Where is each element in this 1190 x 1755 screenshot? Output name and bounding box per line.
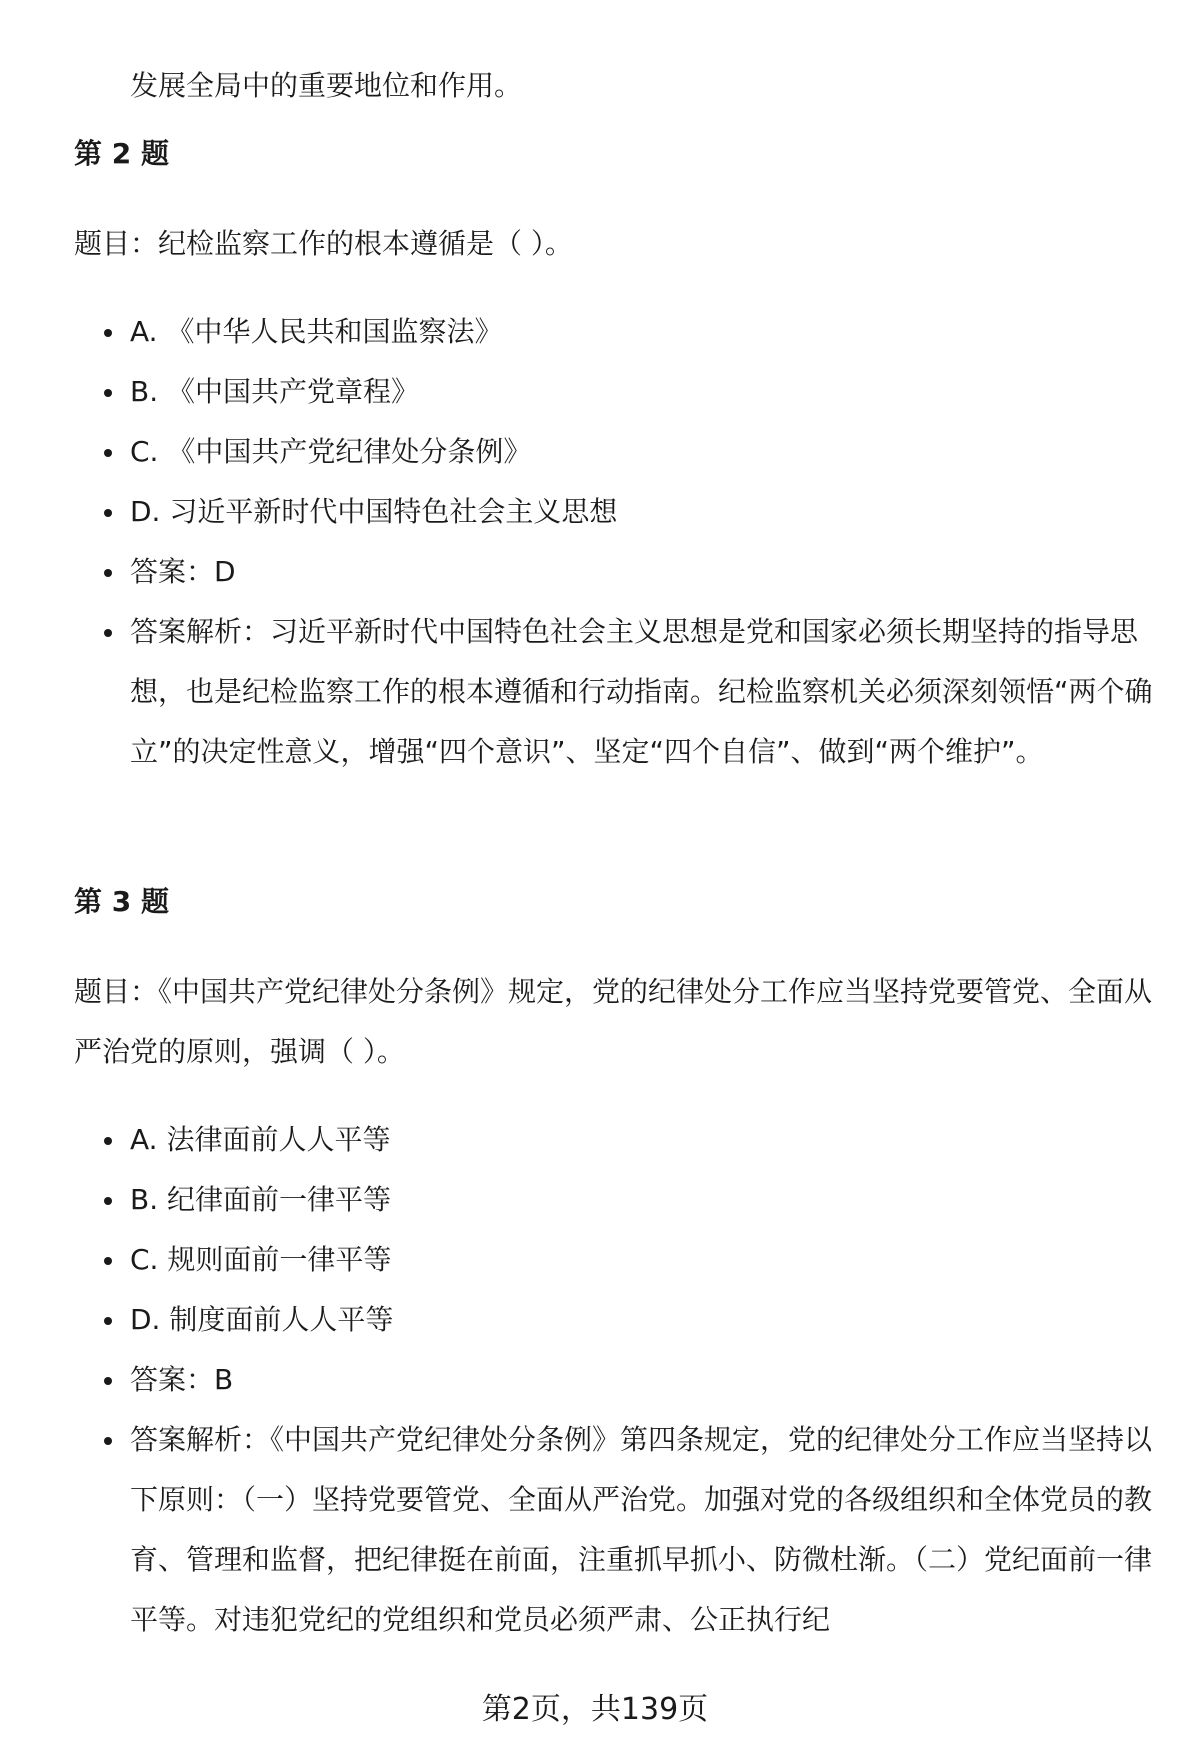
bullet-icon	[104, 1137, 112, 1145]
answer-explanation	[74, 1410, 1164, 1650]
option-text: A. 法律面前人人平等	[130, 1123, 391, 1156]
option-text: C. 《中国共产党纪律处分条例》	[130, 435, 532, 468]
question-stem: 题目：纪检监察工作的根本遵循是（ ）。	[74, 227, 573, 260]
question-2	[74, 124, 1164, 782]
option-text: C. 规则面前一律平等	[130, 1243, 392, 1276]
explanation-text: 答案解析：习近平新时代中国特色社会主义思想是党和国家必须长期坚持的指导思想，也是纪检监察工作的根本遵循和行动指南。纪检监察机关必须深刻领悟“两个确立”的决定性意义，增强“四个意识”、坚定“四个自信”、做到“两个维护”。	[130, 615, 1153, 768]
option-text: B. 纪律面前一律平等	[130, 1183, 392, 1216]
question-stem: 题目：《中国共产党纪律处分条例》规定，党的纪律处分工作应当坚持党要管党、全面从严治党的原则，强调（ ）。	[74, 975, 1153, 1068]
option-a	[74, 1110, 1164, 1170]
continuation-text: 发展全局中的重要地位和作用。	[130, 69, 523, 102]
bullet-icon	[104, 389, 112, 397]
bullet-icon	[104, 1257, 112, 1265]
option-b	[74, 1170, 1164, 1230]
option-list	[74, 1110, 1164, 1650]
question-heading: 第 3 题	[74, 885, 169, 918]
bullet-icon	[104, 1317, 112, 1325]
bullet-icon	[104, 509, 112, 517]
option-text: A. 《中华人民共和国监察法》	[130, 315, 503, 348]
option-b	[74, 362, 1164, 422]
question-heading: 第 2 题	[74, 137, 169, 170]
option-c	[74, 422, 1164, 482]
bullet-icon	[104, 629, 112, 637]
option-text: D. 习近平新时代中国特色社会主义思想	[130, 495, 618, 528]
option-c	[74, 1230, 1164, 1290]
answer	[74, 1350, 1164, 1410]
bullet-icon	[104, 1197, 112, 1205]
answer-explanation	[74, 602, 1164, 782]
bullet-icon	[104, 569, 112, 577]
option-text: D. 制度面前人人平等	[130, 1303, 394, 1336]
question-3	[74, 872, 1164, 1650]
answer-text: 答案：B	[130, 1363, 234, 1396]
page-footer: 第2页，共139页	[481, 1692, 709, 1727]
option-a	[74, 302, 1164, 362]
bullet-icon	[104, 1377, 112, 1385]
option-text: B. 《中国共产党章程》	[130, 375, 420, 408]
bullet-icon	[104, 1437, 112, 1445]
bullet-icon	[104, 329, 112, 337]
answer	[74, 542, 1164, 602]
option-d	[74, 1290, 1164, 1350]
explanation-text: 答案解析：《中国共产党纪律处分条例》第四条规定，党的纪律处分工作应当坚持以下原则：（一）坚持党要管党、全面从严治党。加强对党的各级组织和全体党员的教育、管理和监督，把纪律挺在前面，注重抓早抓小、防微杜渐。（二）党纪面前一律平等。对违犯党纪的党组织和党员必须严肃、公正执行纪	[130, 1423, 1153, 1636]
bullet-icon	[104, 449, 112, 457]
option-list	[74, 302, 1164, 782]
option-d	[74, 482, 1164, 542]
answer-text: 答案：D	[130, 555, 236, 588]
